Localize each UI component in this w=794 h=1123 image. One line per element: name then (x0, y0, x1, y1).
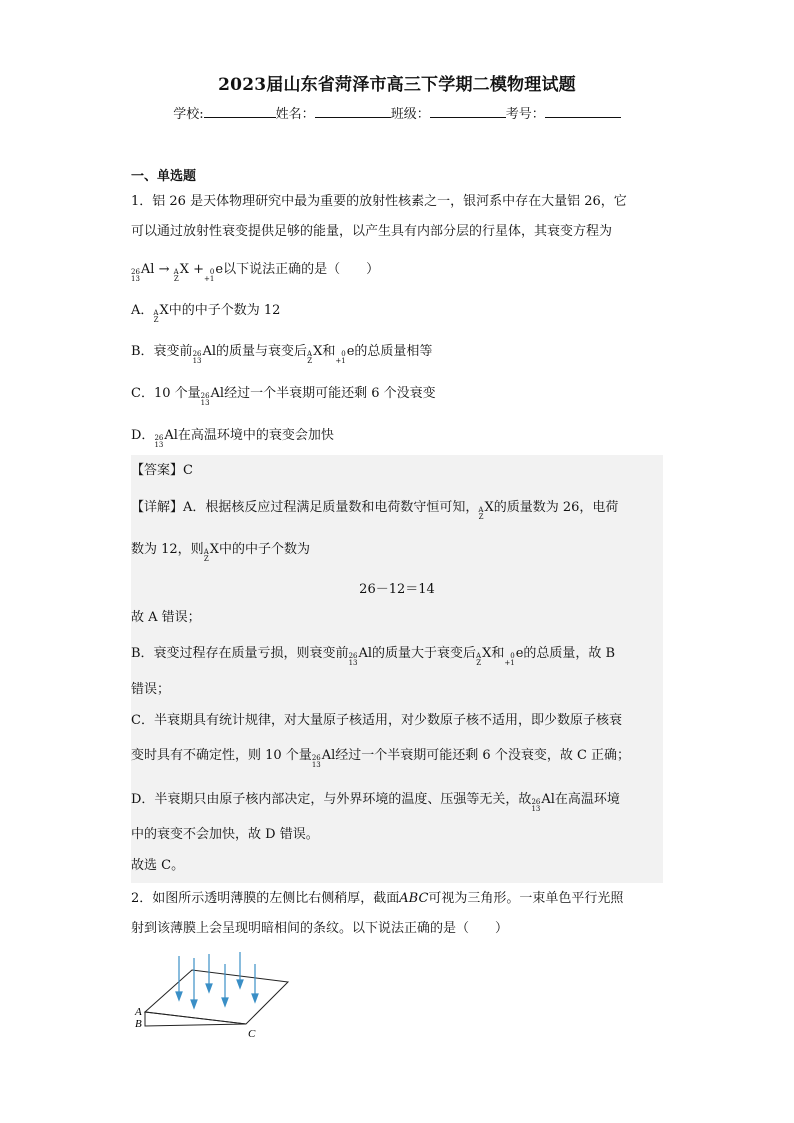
q1-option-d[interactable]: D． 26 13 Al在高温环境中的衰变会加快 (131, 428, 334, 449)
light-arrows (176, 952, 258, 1008)
school-label: 学校: (173, 107, 204, 122)
label-b: B (135, 1018, 142, 1030)
label-a: A (135, 1006, 142, 1018)
q1-detail-line2: 数为 12，则 A Z X中的中子个数为 (131, 542, 311, 563)
q1-option-a[interactable]: A． A Z X中的中子个数为 12 (131, 303, 281, 324)
class-blank[interactable] (430, 105, 506, 118)
name-blank[interactable] (315, 105, 391, 118)
exam-number-label: 考号： (505, 107, 545, 122)
q1-detail-c-line1: C．半衰期具有统计规律，对大量原子核适用，对少数原子核不适用，即少数原子核衰 (131, 713, 622, 728)
page-title: 2023届山东省菏泽市高三下学期二模物理试题 (218, 75, 576, 95)
q1-detail-c-line2: 变时具有不确定性，则 10 个量 26 13 Al经过一个半衰期可能还剩 6 个没衰变，故 C 正确； (131, 748, 631, 769)
q1-detail-b-line2: 错误； (131, 682, 171, 697)
nuclide-e: 0 +1 e (204, 262, 224, 283)
q1-answer: 【答案】C (131, 463, 193, 478)
q1-option-c[interactable]: C．10 个量 26 13 Al经过一个半衰期可能还剩 6 个没衰变 (131, 386, 436, 407)
q1-detail-d-line1: D．半衰期只由原子核内部决定，与外界环境的温度、压强等无关，故 26 13 Al在高温环境 (131, 792, 620, 813)
label-c: C (248, 1028, 256, 1040)
student-info-row (0, 103, 794, 122)
exam-number-blank[interactable] (545, 105, 621, 118)
q2-stem-line2: 射到该薄膜上会呈现明暗相间的条纹。以下说法正确的是（ ） (131, 921, 509, 936)
q1-detail-line1: 【详解】A．根据核反应过程满足质量数和电荷数守恒可知， A Z X的质量数为 26，电荷 (131, 500, 619, 521)
class-label: 班级： (390, 107, 430, 122)
section-heading: 一、单选题 (131, 169, 197, 184)
q1-equation-line (131, 262, 379, 283)
q1-detail-d-line2: 中的衰变不会加快，故 D 错误。 (131, 827, 319, 842)
q1-option-b[interactable]: B．衰变前 26 13 Al的质量与衰变后 A Z X和 0 +1 e的总质量相等 (131, 344, 433, 365)
arrow-symbol: → (158, 262, 170, 277)
thin-film-figure (130, 948, 310, 1043)
q2-stem-line1: 2．如图所示透明薄膜的左侧比右侧稍厚，截面ABC可视为三角形。一束单色平行光照 (131, 891, 624, 906)
nuclide-al: 26 13 Al (131, 262, 155, 283)
film-outline (145, 970, 288, 1026)
q1-conclusion: 故选 C。 (131, 858, 185, 873)
nuclide-x: A Z X (173, 262, 189, 283)
q1-detail-b-line1: B．衰变过程存在质量亏损，则衰变前 26 13 Al的质量大于衰变后 A Z X和 0 +1 e的总质量，故 B (131, 646, 616, 667)
q1-detail-a-conclusion: 故 A 错误； (131, 610, 201, 625)
q1-formula: 26－12＝14 (359, 582, 435, 597)
school-blank[interactable] (204, 105, 276, 118)
q1-equation-tail: 以下说法正确的是（ ） (223, 262, 380, 277)
plus-symbol: + (193, 262, 205, 277)
name-label: 姓名： (275, 107, 315, 122)
q1-stem-line1: 1．铝 26 是天体物理研究中最为重要的放射性核素之一，银河系中存在大量铝 26，它 (131, 194, 627, 209)
q1-stem-line2: 可以通过放射性衰变提供足够的能量，以产生具有内部分层的行星体，其衰变方程为 (131, 224, 613, 239)
